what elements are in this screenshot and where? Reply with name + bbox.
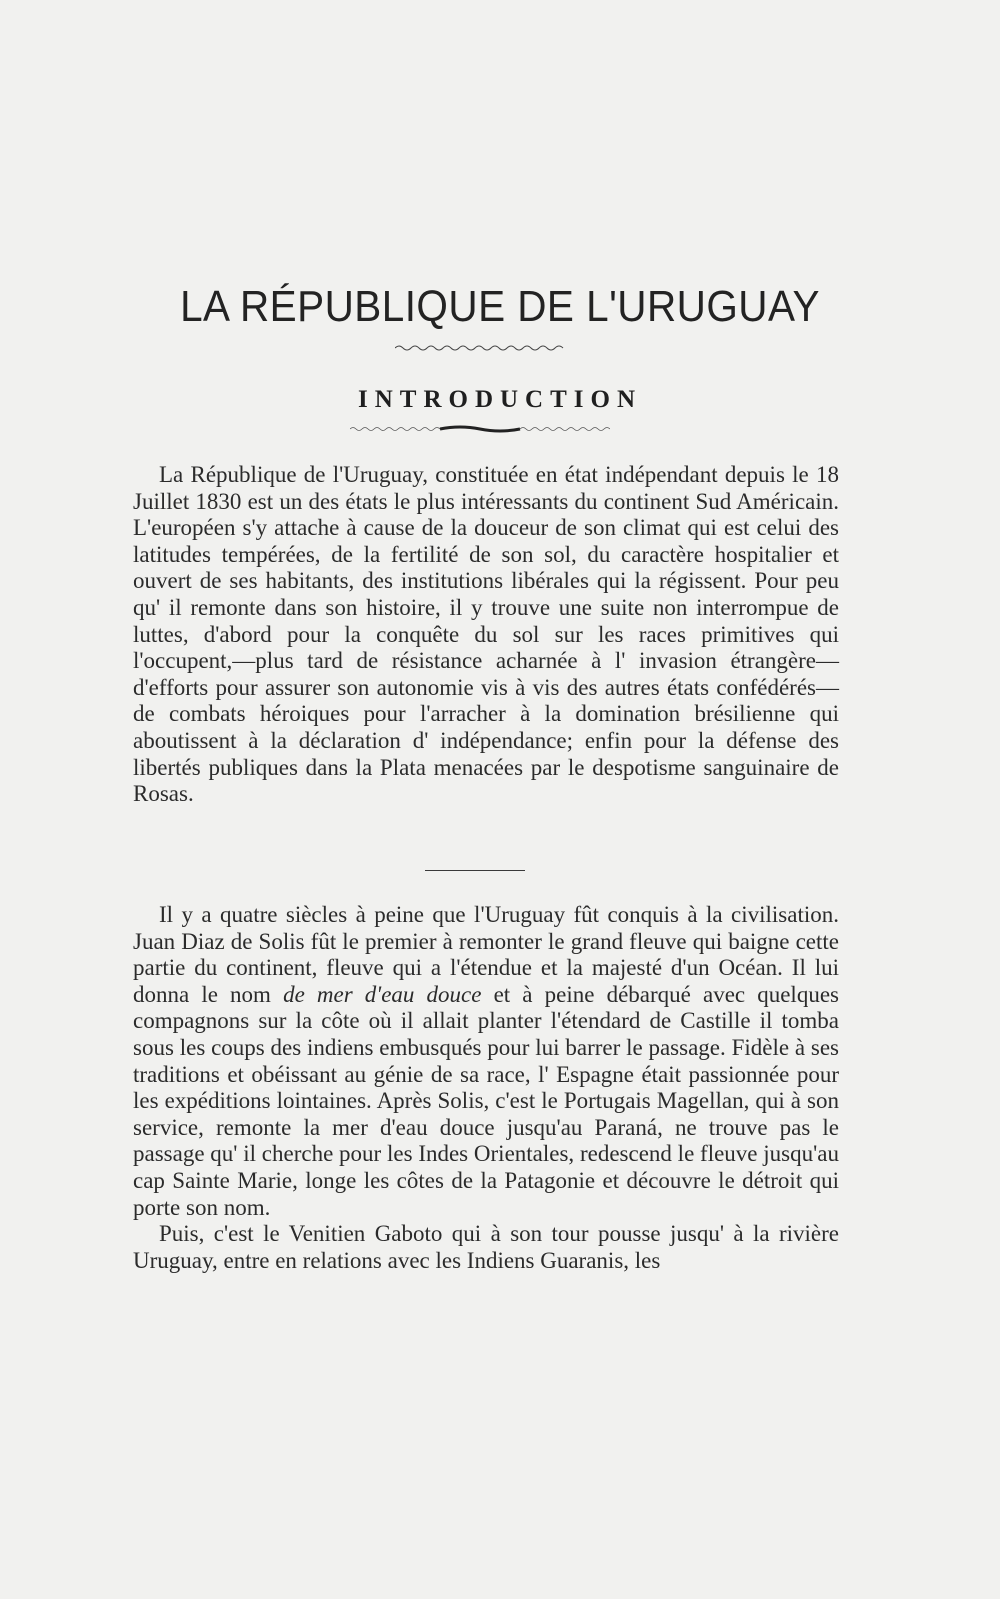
section-heading: INTRODUCTION [357, 386, 643, 413]
paragraph-1: La République de l'Uruguay, constituée en état indépendant depuis le 18 Juillet 1830 est un des états le plus intéressants du continent Sud Américain. L'européen s'y attache à cause de la douceur de son climat qui est celui des latitudes tempérées, de la fertilité de son sol, du caractère hospitalier et ouvert de ses habitants, des institutions libérales qui la régissent. Pour peu qu' il remonte dans son histoire, il y trouve une suite non interrompue de luttes, d'abord pour la conquête du sol sur les races primitives qui l'occupent,—plus tard de résistance acharnée à l' invasion étrangère—d'efforts pour assurer son autonomie vis à vis des autres états confédérés—de combats héroiques pour l'arracher à la domination brésilienne qui aboutissent à la déclaration d' indépendance; enfin pour la défense des libertés publiques dans la Plata menacées par le despotisme sanguinaire de Rosas. [133, 462, 839, 807]
paragraph-2 [133, 902, 839, 1221]
intro-paragraph [133, 462, 839, 808]
body-paragraphs [133, 902, 839, 1274]
paragraph-2-text-b: et à peine débarqué avec quelques compagnons sur la côte où il allait planter l'étendard de Castille il tomba sous les coups des indiens embusqués pour lui barrer le passage. Fidèle à ses traditions et obéissant au génie de sa race, l' Espagne était passionnée pour les expéditions lointaines. Après Solis, c'est le Portugais Magellan, qui à son service, remonte la mer d'eau douce jusqu'au Paraná, ne trouve pas le passage qu' il cherche pour les Indes Orientales, redescend le fleuve jusqu'au cap Sainte Marie, longe les côtes de la Patagonie et découvre le détroit qui porte son nom. [133, 981, 839, 1220]
heading-ornament [350, 424, 610, 434]
section-rule [425, 870, 525, 871]
paragraph-3: Puis, c'est le Venitien Gaboto qui à son tour pousse jusqu' à la rivière Uruguay, entre en relations avec les Indiens Guaranis, les [133, 1221, 839, 1273]
title-ornament [395, 344, 565, 352]
paragraph-2-text-a: Il y a quatre siècles à peine que l'Uruguay fût conquis à la civilisation. Juan Diaz de Solis fût le premier à remonter le grand fleuve qui baigne cette partie du continent, fleuve qui a l'étendue et la majesté d'un Océan. Il lui donna le nom [133, 902, 839, 1007]
page-title: LA RÉPUBLIQUE DE L'URUGUAY [180, 282, 820, 331]
paragraph-2-italic: de mer d'eau douce [283, 981, 482, 1007]
